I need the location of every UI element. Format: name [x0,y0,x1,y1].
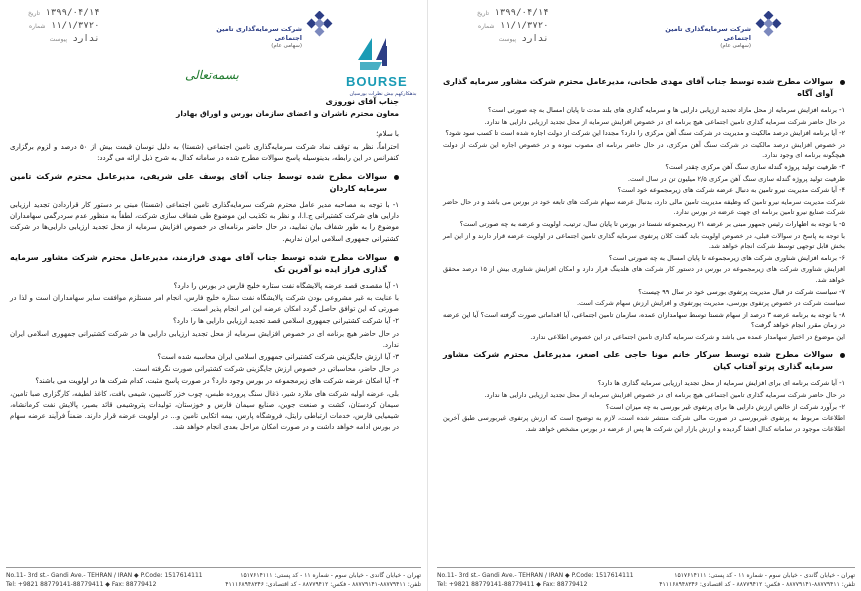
addressee: جناب آقای نوروزی [325,97,399,106]
shasta-logo [216,7,336,67]
footer-address-fa: تهران - خیابان گاندی - خیابان سوم - شماره ۱۱ - کد پستی: ۱۵۱۷۶۱۴۱۱۱ [674,572,855,579]
footer-fax-en: Fax: 88779412 [542,581,588,588]
question: ۱- آیا مقصدی قصد عرضه پالایشگاه نفت ستاره خلیج فارس در بورس را دارد؟ [173,281,399,290]
question: ۵- با توجه به اظهارات رئیس جمهور مبنی بر عرضه ۲۱ زیرمجموعه شستا در بورس تا پایان سال، ترتیب، اولویت و عرضه به چه صورتی است؟ [459,219,845,228]
answer: در حال حاضر شرکت سرمایه گذاری تامین اجتماعی هیچ برنامه ای در خصوص افزایش سرمایه از محل تجدید ارزیابی دارایی ها ندارد. [484,117,845,126]
question: ۶- برنامه افزایش شناوری شرکت های زیرمجموعه تا پایان امسال به چه صورتی است؟ [608,253,845,262]
question: ۱- آیا شرکت برنامه ای برای افزایش سرمایه از محل تجدید ارزیابی سرمایه گذاری ها دارد؟ [597,379,845,388]
intro-paragraph: احتراماً، نظر به توقف نماد شرکت سرمایه‌گذاری تامین اجتماعی (شستا) به دلیل نوسان قیمت بیش از ۵۰ درصد و لزوم برگزاری کنفرانس در این رابطه، بدینوسیله پاسخ سوالات مطرح شده در سامانه کدال به شرح ذیل ارائه می گردد: [10,142,399,162]
bourse-logo-text: BOURSE [346,74,408,89]
answer: با عنایت به غیر مشروعی بودن شرکت پالایشگاه نفت ستاره خلیج فارس، انجام امر مستلزم موافقت سایر سهامداران است و لذا در صورتی که این توافق حاصل گردد امکان عرضه این امر انجام پذیر است. [10,294,399,314]
footer-tel-fa: تلفن: ۸۸۷۷۹۴۱۱-۸۸۷۷۹۱۴۱ - فکس: ۸۸۷۷۹۴۱۲ - کد اقتصادی: ۴۱۱۱۶۸۹۴۸۳۴۶ [225,581,421,588]
attachment-value: ندارد [72,34,100,44]
date-label: تاریخ [28,10,40,17]
answer: در خصوص افزایش درصد مالکیت در شرکت سنگ آهن مرکزی، در حال حاضر برنامه ای مصوب نبوده و در خصوص اجاره این شرکت از دولت هیچگونه برنامه ای وجود ندارد. [443,140,845,160]
shasta-logo [665,7,785,67]
bismillah-calligraphy: بسمه‌تعالی [185,68,239,82]
footer-tel-en: Tel: +9821 88779141-88779411 [6,581,104,588]
answer: در حال حاضر هیچ برنامه ای در خصوص افزایش سرمایه از محل تجدید ارزیابی دارایی ها در شرکت کشتیرانی جمهوری اسلامی ایران ندارد. [10,329,399,349]
question: ۲- برآورد شرکت از خالص ارزش دارایی ها برای پرتفوی غیر بورسی به چه میزان است؟ [605,402,845,411]
greeting: با سلام؛ [376,130,399,139]
question: ۴- آیا شرکت مدیریت نیرو تامین به دنبال عرضه شرکت های زیرمجموعه خود است؟ [617,186,845,195]
footer-address-en: No.11- 3rd st.- Gandi Ave.- TEHRAN / IRAN [437,572,564,579]
number-value: ۱۱/۱/۳۷۲۰ [50,21,100,31]
footer-address-en: No.11- 3rd st.- Gandi Ave.- TEHRAN / IRAN [6,572,133,579]
question: ۳- آیا ارزش جایگزینی شرکت کشتیرانی جمهوری اسلامی ایران محاسبه شده است؟ [157,353,399,362]
attachment-label: پیوست [49,36,68,43]
question: ۸- با توجه به برنامه عرضه ۳ درصد از سهام شستا توسط سهامداران عمده، سازمان تامین اجتماعی، آیا اقداماتی صورت گرفته است؟ آیا این عرضه در زمان مقرر انجام خواهد گرفت؟ [443,310,845,330]
footer-postcode-en: P.Code: 1517614111 [571,572,634,579]
footer-tel-fa: تلفن: ۸۸۷۷۹۴۱۱-۸۸۷۷۹۱۴۱ - فکس: ۸۸۷۷۹۴۱۲ - کد اقتصادی: ۴۱۱۱۶۸۹۴۸۳۴۶ [659,581,855,588]
answer: سیاست شرکت در خصوص پرتفوی بورسی، مدیریت پورتفوی و افزایش ارزش سهام شرکت است. [576,299,845,308]
answer: بلی، عرضه اولیه شرکت های ملارد شیر، ذغال سنگ پرورده طبس، چوب خزر کاسپین، شیمی بافت، کاغذ لطیفه، کارگزاری صبا تامین، سیمان کردستان، کشت و صنعت جوین، صنایع سیمان فارس و خوزستان، تولیدات پتروشیمی قائد بصیر، پالایش نفت کرمانشاه، شیمیایی فارس، خدمات ارتباطی رایتل، فروشگاه پارس، بیمه اتکایی تامین و... در اولویت عرضه قرار دارند. ضمناً فرآیند عرضه سهام در بورس ادامه خواهد داشت و در صورت امکان مراحل بعدی انجام خواهد شد. [10,389,399,432]
attachment-label: پیوست [498,36,517,43]
date-value: ۱۳۹۹/۰۴/۱۴ [494,8,549,18]
bullet-icon [394,256,399,261]
answer: افزایش شناوری شرکت های زیرمجموعه در بورس در دستور کار شرکت های هلدینگ قرار دارد و امکان افزایش شناوری بیش از ۱۵ درصد محقق خواهد شد. [443,265,845,284]
section-heading: سوالات مطرح شده توسط جناب آقای مهدی طحانی، مدیرعامل محترم شرکت مشاور سرمایه گذاری آوای آگاه [443,76,845,100]
question: ۲- آیا برنامه افزایش درصد مالکیت و مدیریت در شرکت سنگ آهن مرکزی را دارد؟ مجددا این شرکت از دولت اجاره شده است تا کسب سود شود؟ [445,129,845,138]
question: ۱- برنامه افزایش سرمایه از محل مازاد تجدید ارزیابی دارایی ها و سرمایه گذاری های بلند مدت تا پایان امسال به چه صورتی است؟ [487,106,845,114]
company-name: شرکت سرمایه‌گذاری تامین اجتماعی [665,25,751,42]
question: ۲- آیا شرکت کشتیرانی جمهوری اسلامی قصد تجدید ارزیابی دارایی ها را دارد؟ [172,317,399,326]
date-label: تاریخ [477,10,489,17]
bourse24-watermark-logo [338,36,428,102]
answer: با توجه به پاسخ در سوالات قبلی، در خصوص اولویت باید گفت کلان پرتفوی سرمایه گذاری تامین اجتماعی در اولویت عرضه قرار دارند و از این امر بخش قابل توجهی توسط شرکت انجام خواهد شد. [443,231,845,251]
section-heading: سوالات مطرح شده توسط سرکار خانم مونا حاجی علی اصغر، مدیرعامل محترم شرکت مشاور سرمایه گذاری پرتو آفتاب کیان [443,349,845,373]
letter-body-right [443,76,845,435]
company-subtitle: (سهامی عام) [720,43,751,49]
letter-header-meta [463,7,549,46]
footer-postcode-en: P.Code: 1517614111 [140,572,203,579]
footer-tel-en: Tel: +9821 88779141-88779411 [437,581,535,588]
number-label: شماره [29,23,46,30]
section-heading: سوالات مطرح شده توسط جناب آقای مهدی فرازمند، مدیرعامل محترم شرکت مشاور سرمایه گذاری فراز ایده نو آفرین تک [10,252,399,276]
answer: شرکت مدیریت سرمایه نیرو تامین که وظیفه مدیریت تامین مالی دارد، بدنبال عرضه سهام شرکت های تابعه خود در بورس می باشد و در حال حاضر شرکت صنایع نیرو تامین برنامه ای جهت عرضه در بورس ندارد. [443,197,845,217]
letter-body-left [10,96,399,434]
footer-address-fa: تهران - خیابان گاندی - خیابان سوم - شماره ۱۱ - کد پستی: ۱۵۱۷۶۱۴۱۱۱ [240,572,421,579]
answer: در حال حاضر شرکت سرمایه گذاری تامین اجتماعی هیچ برنامه ای در خصوص افزایش سرمایه از محل تجدید ارزیابی دارایی ها ندارد. [484,391,845,400]
shasta-emblem-icon [302,11,336,45]
addressee-title: معاون محترم ناشران و اعضای سازمان بورس و اوراق بهادار [176,109,399,119]
answer: این موضوع در اختیار سهامدار عمده می باشد و شرکت سرمایه گذاری تامین اجتماعی در این خصوص اطلاعی ندارد. [530,332,845,341]
answer: در حال حاضر، محاسباتی در خصوص ارزش جایگزینی شرکت کشتیرانی صورت نگرفته است. [132,365,399,374]
question: ۴- آیا امکان عرضه شرکت های زیرمجموعه در بورس وجود دارد؟ در صورت پاسخ مثبت، کدام شرکت ها در اولویت می باشند؟ [35,377,399,386]
date-value: ۱۳۹۹/۰۴/۱۴ [45,8,100,18]
letter-footer: No.11- 3rd st.- Gandi Ave.- TEHRAN / IRAN ◆ P.Code: 1517614111 تهران - خیابان گاندی - خیابان سوم - شماره ۱۱ - کد پستی: ۱۵۱۷۶۱۴۱۱۱ Tel: +9821 88779141-88779411 ◆ Fax: 88779412 تلفن: ۸۸۷۷۹۴۱۱-۸۸۷۷۹۱۴۱ - فکس: ۸۸۷۷۹۴۱۲ - کد اقتصادی: ۴۱۱۱۶۸۹۴۸۳۴۶ [437,567,855,589]
footer-fax-en: Fax: 88779412 [111,581,157,588]
letter-header-meta [14,7,100,46]
letter-page-left [0,0,428,591]
section-heading: سوالات مطرح شده توسط جناب آقای یوسف علی شریفی، مدیرعامل محترم شرکت تامین سرمایه کاردان [10,171,399,195]
company-subtitle: (سهامی عام) [271,43,302,49]
letter-footer: No.11- 3rd st.- Gandi Ave.- TEHRAN / IRAN ◆ P.Code: 1517614111 تهران - خیابان گاندی - خیابان سوم - شماره ۱۱ - کد پستی: ۱۵۱۷۶۱۴۱۱۱ Tel: +9821 88779141-88779411 ◆ Fax: 88779412 تلفن: ۸۸۷۷۹۴۱۱-۸۸۷۷۹۱۴۱ - فکس: ۸۸۷۷۹۴۱۲ - کد اقتصادی: ۴۱۱۱۶۸۹۴۸۳۴۶ [6,567,421,589]
answer: اطلاعات مربوط به پرتفوی غیربورسی در صورت مالی شرکت منتشر شده است، لازم به توضیح است که ارزش پرتفوی غیربورسی طبق آخرین اطلاعات موجود در سامانه کدال افشا گردیده و ارزش بازار این شرکت ها پس از عرضه در بورس مشخص خواهد شد. [443,414,845,433]
question: ۷- سیاست شرکت در قبال مدیریت پرتفوی بورسی خود در سال ۹۹ چیست؟ [638,287,845,296]
answer: ظرفیت تولید پروژه گندله سازی سنگ آهن مرکزی ۲/۵ میلیون تن در سال است. [627,174,845,183]
number-value: ۱۱/۱/۳۷۲۰ [499,21,549,31]
question: ۳- ظرفیت تولید پروژه گندله سازی سنگ آهن مرکزی چقدر است؟ [665,162,845,171]
bourse-logo-tagline: بدهکارکهم بیش نظرات بورسیان [349,91,417,97]
bullet-icon [840,353,845,358]
bullet-icon [394,175,399,180]
letter-page-right [431,0,861,591]
bullet-icon [840,80,845,85]
section-paragraph: ۱- با توجه به مصاحبه مدیر عامل محترم شرکت سرمایه‌گذاری تامین اجتماعی (شستا) مبنی بر دستور کار قراردادن تجدید ارزیابی دارایی های شرکت کشتیرانی ج.ا.ا، و نظر به تکذیب این موضوع طی شفاف سازی شرکت، لطفاً به منظور عدم سردرگمی سهامداران موضوع را به طور شفاف بیان نمایید، در حال حاضر برنامه‌ای در خصوص افزایش سرمایه از محل تجدید ارزیابی دارایی‌ها در شرکت کشتیرانی جمهوری اسلامی ایران نداریم. [10,201,399,243]
shasta-emblem-icon [751,11,785,45]
number-label: شماره [478,23,495,30]
attachment-value: ندارد [521,34,549,44]
company-name: شرکت سرمایه‌گذاری تامین اجتماعی [216,25,302,42]
